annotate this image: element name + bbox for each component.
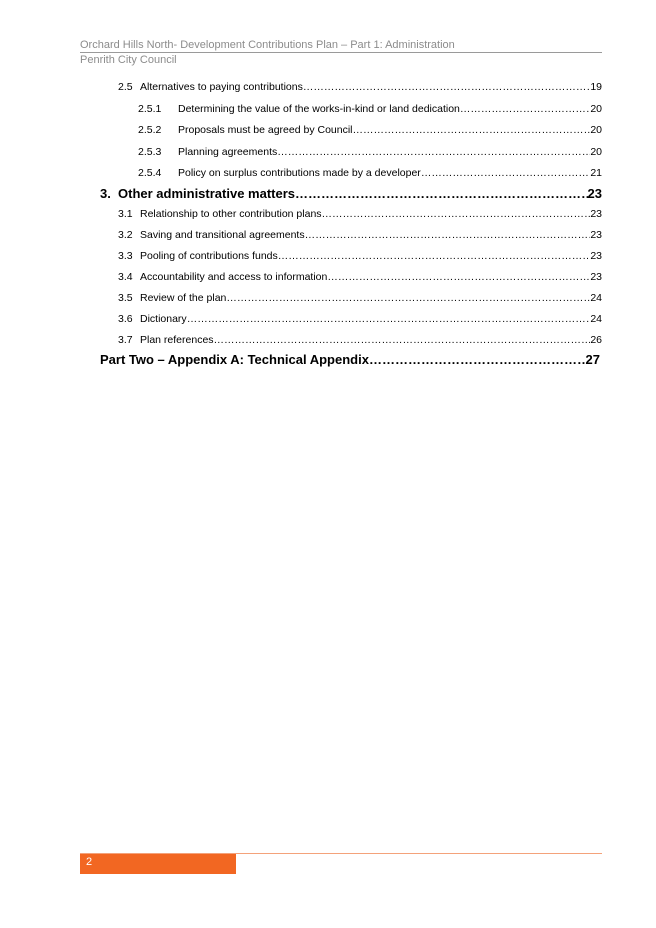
toc-entry-title: Proposals must be agreed by Council	[178, 124, 353, 136]
toc-entry-title: Planning agreements	[178, 146, 278, 158]
toc-entry-number: 2.5.2	[138, 124, 162, 136]
toc-entry-number: 2.5	[118, 81, 133, 93]
header-title: Orchard Hills North- Development Contributions Plan – Part 1: Administration	[80, 39, 455, 51]
toc-entry-number: 3.4	[118, 271, 133, 283]
toc-entry-title: Part Two – Appendix A: Technical Appendix	[100, 352, 369, 367]
toc-leader-dots	[327, 271, 590, 283]
toc-leader-dots	[305, 229, 591, 241]
toc-entry-page: 23	[590, 250, 602, 262]
toc-entry-title: Saving and transitional agreements	[140, 229, 305, 241]
toc-entry-page: 23	[590, 208, 602, 220]
toc-leader-dots	[187, 313, 591, 325]
toc-entry-page: 26	[590, 334, 602, 346]
toc-entry-page: 23	[587, 186, 602, 201]
toc-leader-dots	[353, 124, 591, 136]
toc-leader-dots	[460, 103, 590, 115]
toc-entry[interactable]	[118, 208, 602, 220]
toc-entry-number: 3.2	[118, 229, 133, 241]
toc-leader-dots	[214, 334, 591, 346]
toc-leader-dots	[277, 146, 590, 158]
footer-accent-bar	[80, 854, 236, 874]
toc-leader-dots	[295, 186, 588, 201]
toc-entry[interactable]	[118, 250, 602, 262]
toc-entry-page: 27	[585, 352, 600, 367]
toc-part-heading[interactable]	[100, 352, 600, 367]
toc-entry[interactable]	[118, 81, 602, 93]
toc-entry-title: Dictionary	[140, 313, 187, 325]
toc-entry[interactable]	[118, 334, 602, 346]
toc-entry-page: 19	[590, 81, 602, 93]
toc-entry-title: Determining the value of the works-in-kind or land dedication	[178, 103, 460, 115]
toc-entry[interactable]	[138, 124, 602, 136]
toc-leader-dots	[303, 81, 590, 93]
toc-entry[interactable]	[118, 271, 602, 283]
toc-leader-dots	[322, 208, 591, 220]
toc-entry[interactable]	[118, 229, 602, 241]
header-divider	[80, 52, 602, 53]
toc-entry-title: Plan references	[140, 334, 214, 346]
toc-entry-title: Alternatives to paying contributions	[140, 81, 303, 93]
toc-entry-title: Other administrative matters	[118, 186, 296, 201]
toc-entry[interactable]	[138, 146, 602, 158]
toc-entry[interactable]	[118, 292, 602, 304]
toc-entry-number: 2.5.1	[138, 103, 162, 115]
toc-entry-title: Accountability and access to information	[140, 271, 328, 283]
toc-section-heading[interactable]	[100, 186, 602, 201]
toc-entry-number: 3.5	[118, 292, 133, 304]
toc-leader-dots	[226, 292, 590, 304]
toc-entry-title: Policy on surplus contributions made by a developer	[178, 167, 421, 179]
toc-entry[interactable]	[138, 167, 602, 179]
toc-entry-title: Relationship to other contribution plans	[140, 208, 322, 220]
toc-leader-dots	[278, 250, 591, 262]
toc-entry-page: 24	[590, 313, 602, 325]
toc-entry-number: 2.5.3	[138, 146, 162, 158]
toc-leader-dots	[421, 167, 591, 179]
toc-entry-page: 20	[590, 146, 602, 158]
toc-entry-number: 3.7	[118, 334, 133, 346]
toc-entry-page: 21	[590, 167, 602, 179]
toc-entry-page: 24	[590, 292, 602, 304]
toc-leader-dots	[369, 352, 586, 367]
toc-entry-page: 23	[590, 271, 602, 283]
toc-entry-title: Pooling of contributions funds	[140, 250, 278, 262]
toc-entry[interactable]	[118, 313, 602, 325]
toc-entry-number: 3.	[100, 186, 111, 201]
toc-entry-page: 23	[590, 229, 602, 241]
toc-entry-page: 20	[590, 103, 602, 115]
page-number: 2	[86, 856, 93, 868]
toc-entry[interactable]	[138, 103, 602, 115]
toc-entry-title: Review of the plan	[140, 292, 227, 304]
toc-entry-number: 3.3	[118, 250, 133, 262]
toc-entry-page: 20	[590, 124, 602, 136]
header-subtitle: Penrith City Council	[80, 54, 177, 66]
toc-entry-number: 3.6	[118, 313, 133, 325]
toc-entry-number: 2.5.4	[138, 167, 162, 179]
toc-entry-number: 3.1	[118, 208, 133, 220]
